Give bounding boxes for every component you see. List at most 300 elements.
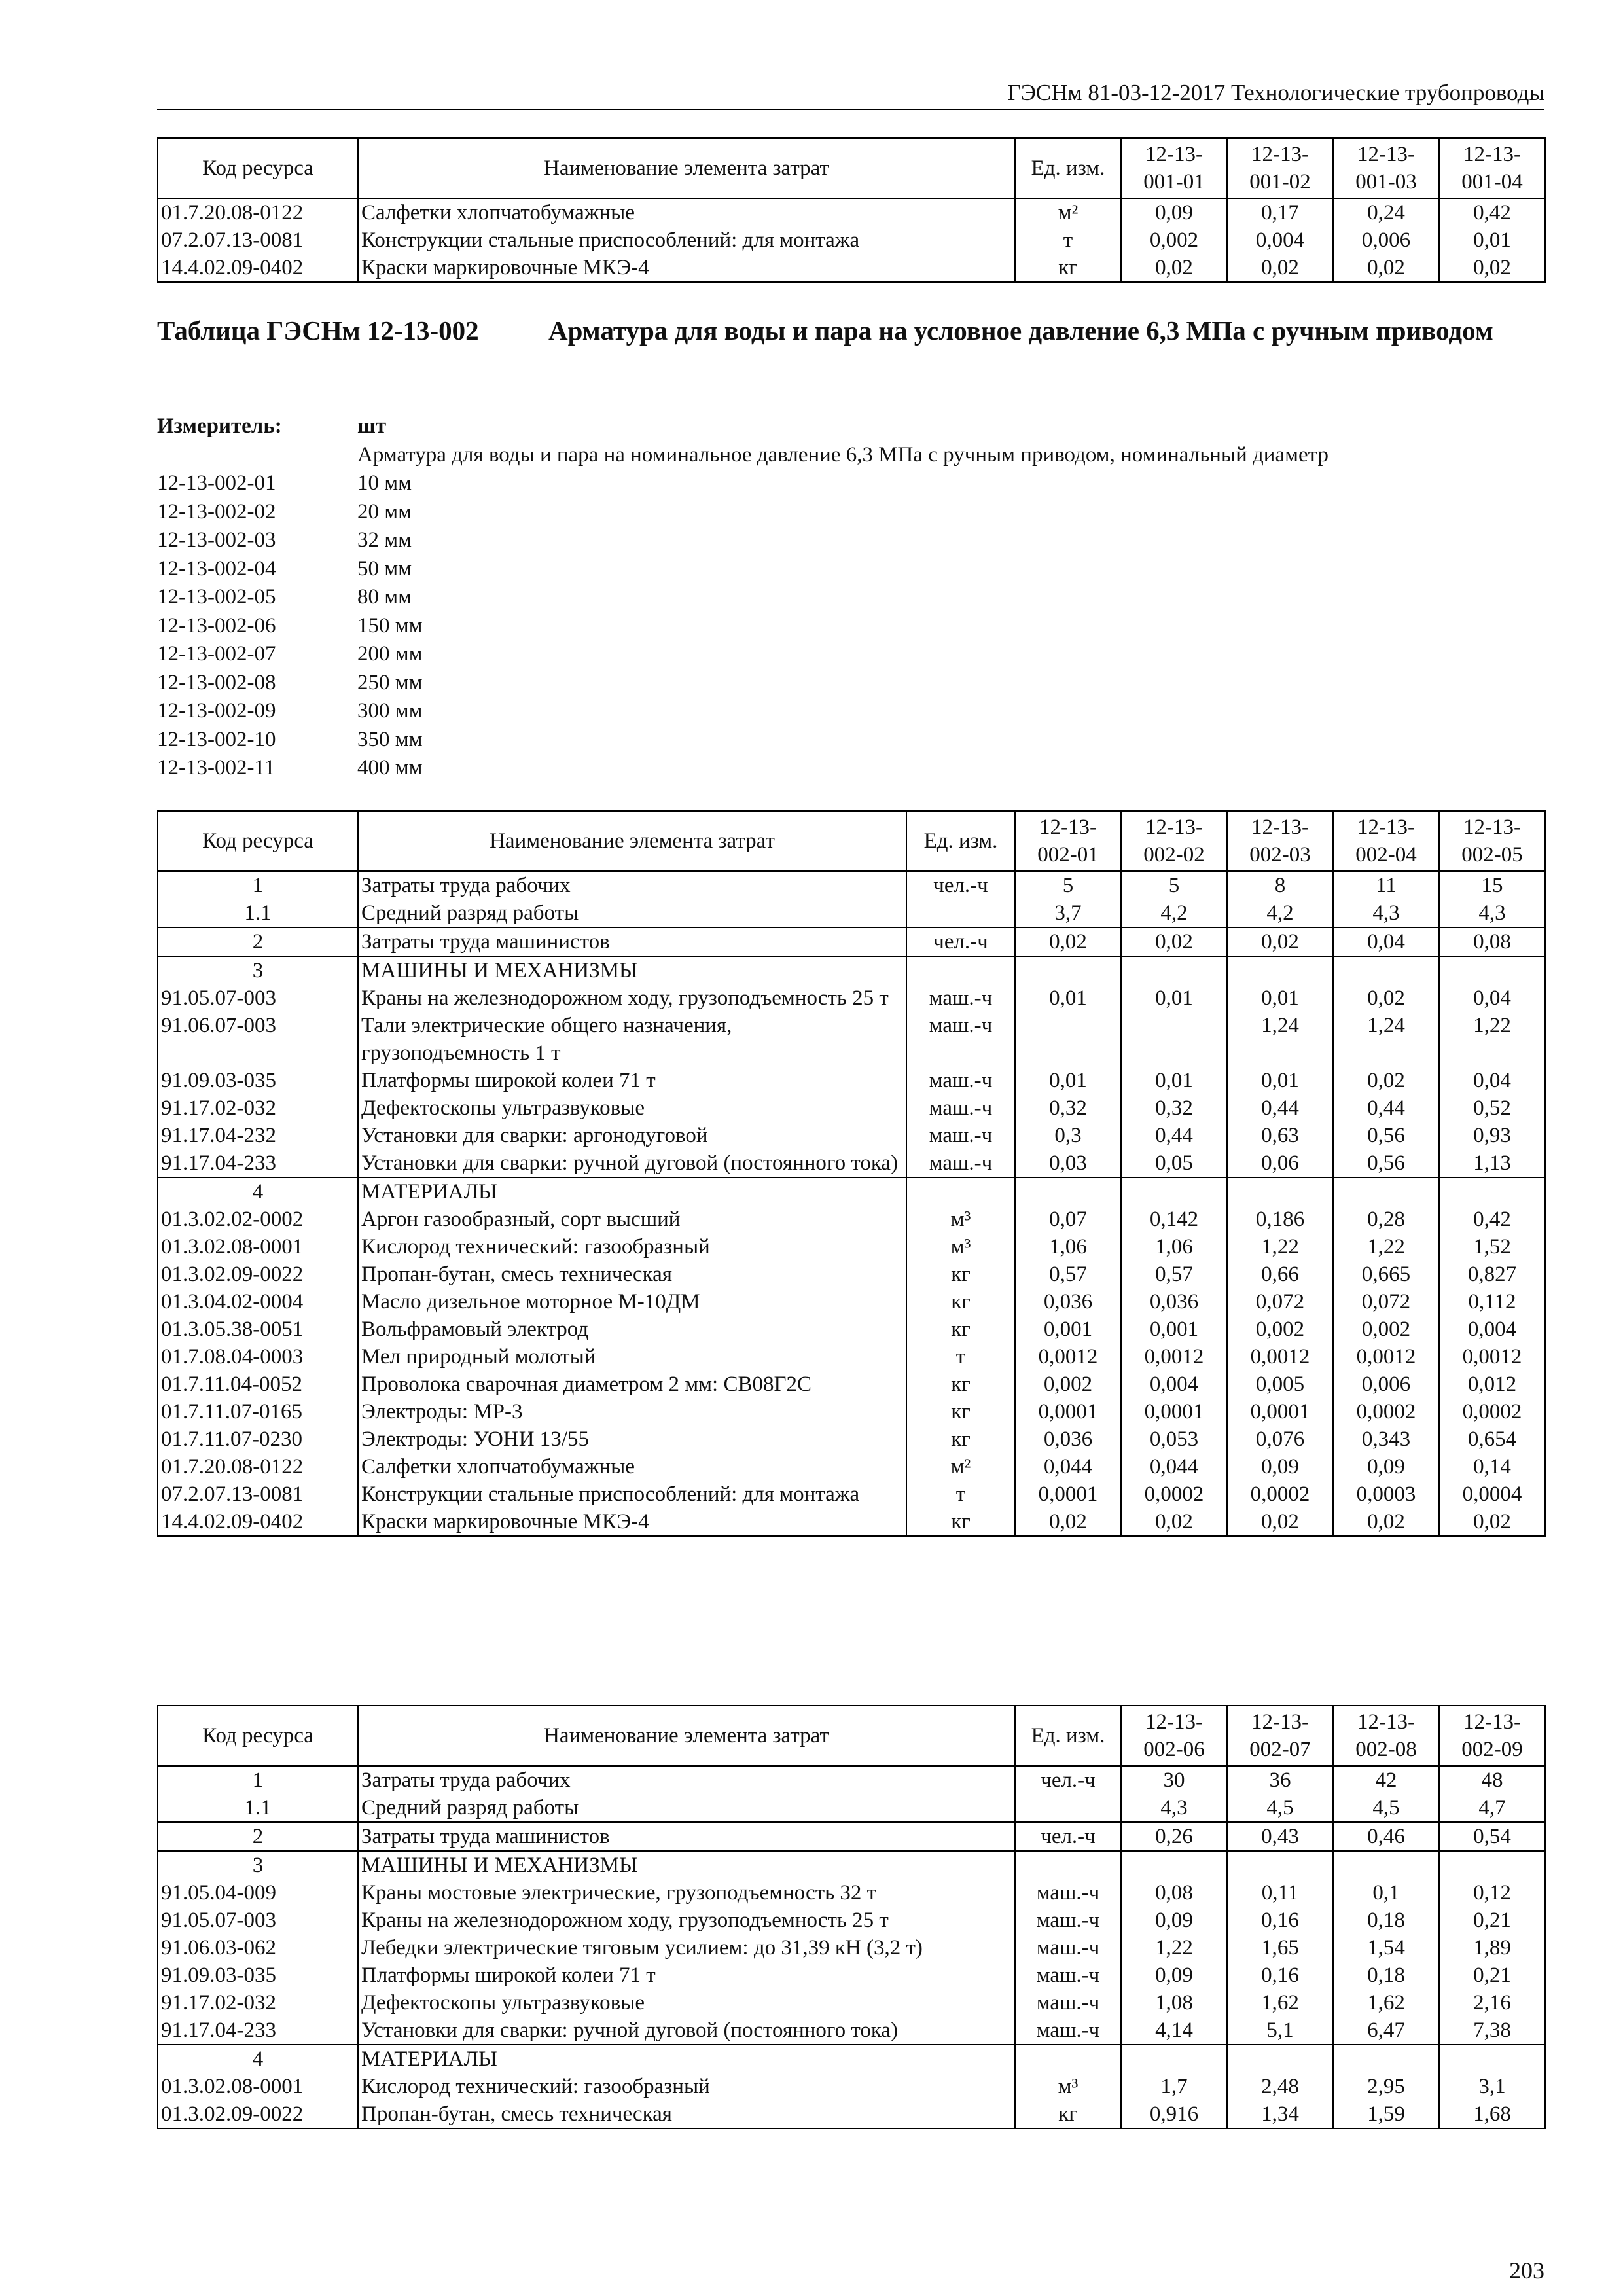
norm-value: 0,02 <box>1333 984 1439 1012</box>
column-header: 12-13- 002-09 <box>1439 1706 1545 1766</box>
norm-value: 1,62 <box>1227 1989 1333 2017</box>
cost-element-name: Краны на железнодорожном ходу, грузоподъемность 25 т <box>358 1907 1015 1934</box>
unit: кг <box>1015 2100 1121 2128</box>
table-row <box>158 1989 1545 2017</box>
norm-value: 0,142 <box>1121 1206 1227 1233</box>
meter-item-diameter: 350 мм <box>357 727 423 751</box>
norm-value: 0,09 <box>1333 1453 1439 1480</box>
norm-value: 0,916 <box>1121 2100 1227 2128</box>
cost-element-name: Тали электрические общего назначения, грузоподъемность 1 т <box>358 1012 906 1067</box>
unit: кг <box>1015 254 1121 282</box>
norm-value: 0,18 <box>1333 1907 1439 1934</box>
resource-code: 91.17.04-233 <box>158 1149 358 1177</box>
cost-element-name: МАШИНЫ И МЕХАНИЗМЫ <box>358 1851 1015 1879</box>
column-header: Ед. изм. <box>906 811 1015 871</box>
norm-value: 1,22 <box>1121 1934 1227 1962</box>
meter-item-code: 12-13-002-03 <box>157 528 276 552</box>
norm-value: 0,01 <box>1439 226 1545 254</box>
norm-value: 0,3 <box>1015 1122 1121 1149</box>
norm-value: 4,7 <box>1439 1794 1545 1822</box>
norm-value: 0,0012 <box>1227 1343 1333 1371</box>
norm-value: 7,38 <box>1439 2017 1545 2045</box>
norm-value: 0,002 <box>1015 1371 1121 1398</box>
norm-value: 0,09 <box>1227 1453 1333 1480</box>
unit: маш.-ч <box>906 984 1015 1012</box>
unit: м² <box>906 1453 1015 1480</box>
resource-code: 91.05.07-003 <box>158 984 358 1012</box>
norm-value: 0,005 <box>1227 1371 1333 1398</box>
table-row <box>158 2100 1545 2128</box>
resource-code: 01.3.04.02-0004 <box>158 1288 358 1316</box>
meter-item-diameter: 32 мм <box>357 528 412 552</box>
norm-value: 3,1 <box>1439 2073 1545 2100</box>
norm-value <box>1121 1012 1227 1067</box>
norm-value <box>1015 956 1121 984</box>
meter-item-diameter: 200 мм <box>357 642 423 666</box>
norm-value: 4,2 <box>1227 899 1333 927</box>
norm-value: 1,34 <box>1227 2100 1333 2128</box>
resource-code: 01.3.02.08-0001 <box>158 1233 358 1261</box>
resource-code: 1.1 <box>158 1794 358 1822</box>
norm-value: 0,17 <box>1227 198 1333 226</box>
cost-element-name: Установки для сварки: ручной дуговой (постоянного тока) <box>358 2017 1015 2045</box>
resource-code: 07.2.07.13-0081 <box>158 1480 358 1508</box>
norm-value: 0,44 <box>1333 1094 1439 1122</box>
norm-value: 0,02 <box>1121 1508 1227 1536</box>
cost-element-name: Дефектоскопы ультразвуковые <box>358 1989 1015 2017</box>
page-number: 203 <box>1509 2257 1544 2284</box>
cost-element-name: Масло дизельное моторное М-10ДМ <box>358 1288 906 1316</box>
norm-value: 0,002 <box>1121 226 1227 254</box>
resource-code: 14.4.02.09-0402 <box>158 1508 358 1536</box>
resource-table-001 <box>157 137 1546 283</box>
meter-item-code: 12-13-002-07 <box>157 642 276 666</box>
cost-element-name: Пропан-бутан, смесь техническая <box>358 2100 1015 2128</box>
resource-code: 01.7.08.04-0003 <box>158 1343 358 1371</box>
norm-value: 0,02 <box>1015 927 1121 956</box>
column-header: 12-13- 002-07 <box>1227 1706 1333 1766</box>
norm-value: 0,42 <box>1439 1206 1545 1233</box>
meter-item-code: 12-13-002-04 <box>157 556 276 581</box>
norm-value: 0,26 <box>1121 1822 1227 1851</box>
cost-element-name: Пропан-бутан, смесь техническая <box>358 1261 906 1288</box>
norm-value: 0,16 <box>1227 1962 1333 1989</box>
norm-value: 0,44 <box>1227 1094 1333 1122</box>
norm-value: 30 <box>1121 1766 1227 1794</box>
resource-code: 91.09.03-035 <box>158 1962 358 1989</box>
column-header: 12-13- 002-02 <box>1121 811 1227 871</box>
norm-value <box>1121 1177 1227 1206</box>
norm-value: 0,0012 <box>1015 1343 1121 1371</box>
norm-value: 3,7 <box>1015 899 1121 927</box>
resource-code: 91.05.04-009 <box>158 1879 358 1907</box>
resource-code: 91.17.04-233 <box>158 2017 358 2045</box>
column-header: 12-13- 002-05 <box>1439 811 1545 871</box>
resource-code: 14.4.02.09-0402 <box>158 254 358 282</box>
norm-value: 1,89 <box>1439 1934 1545 1962</box>
meter-item <box>157 612 1544 641</box>
unit: маш.-ч <box>1015 1989 1121 2017</box>
meter-item-diameter: 250 мм <box>357 670 423 694</box>
column-header: 12-13- 001-01 <box>1121 138 1227 198</box>
unit <box>1015 1794 1121 1822</box>
table-row <box>158 899 1545 927</box>
norm-value: 1,22 <box>1439 1012 1545 1067</box>
norm-value: 0,0001 <box>1015 1398 1121 1426</box>
column-header: 12-13- 002-08 <box>1333 1706 1439 1766</box>
resource-code: 91.17.02-032 <box>158 1989 358 2017</box>
table-name: Арматура для воды и пара на условное давление 6,3 МПа с ручным приводом <box>548 315 1493 346</box>
cost-element-name: Салфетки хлопчатобумажные <box>358 198 1015 226</box>
table-number: Таблица ГЭСНм 12-13-002 <box>157 315 479 346</box>
norm-value: 0,43 <box>1227 1822 1333 1851</box>
cost-element-name: Проволока сварочная диаметром 2 мм: СВ08Г2С <box>358 1371 906 1398</box>
norm-value: 0,28 <box>1333 1206 1439 1233</box>
unit: маш.-ч <box>906 1149 1015 1177</box>
meter-block <box>157 412 1544 783</box>
norm-value: 0,02 <box>1227 254 1333 282</box>
meter-item <box>157 754 1544 783</box>
resource-code: 2 <box>158 1822 358 1851</box>
table-row <box>158 1766 1545 1794</box>
cost-element-name: Платформы широкой колеи 71 т <box>358 1067 906 1094</box>
unit: кг <box>906 1316 1015 1343</box>
meter-item <box>157 669 1544 698</box>
resource-code: 91.06.03-062 <box>158 1934 358 1962</box>
norm-value: 0,0004 <box>1439 1480 1545 1508</box>
table-row <box>158 871 1545 899</box>
unit: чел.-ч <box>1015 1822 1121 1851</box>
norm-value: 0,11 <box>1227 1879 1333 1907</box>
cost-element-name: Затраты труда рабочих <box>358 1766 1015 1794</box>
unit: кг <box>906 1398 1015 1426</box>
norm-value: 0,01 <box>1227 984 1333 1012</box>
unit: кг <box>906 1288 1015 1316</box>
resource-code: 01.3.02.09-0022 <box>158 1261 358 1288</box>
unit <box>1015 1851 1121 1879</box>
cost-element-name: МАШИНЫ И МЕХАНИЗМЫ <box>358 956 906 984</box>
norm-value <box>1227 1851 1333 1879</box>
meter-item-code: 12-13-002-06 <box>157 613 276 637</box>
cost-element-name: Краски маркировочные МКЭ-4 <box>358 1508 906 1536</box>
norm-value: 0,001 <box>1015 1316 1121 1343</box>
resource-code: 01.7.11.07-0165 <box>158 1398 358 1426</box>
unit: маш.-ч <box>906 1122 1015 1149</box>
norm-value: 1,68 <box>1439 2100 1545 2128</box>
norm-value: 0,0001 <box>1227 1398 1333 1426</box>
norm-value: 6,47 <box>1333 2017 1439 2045</box>
meter-item-code: 12-13-002-05 <box>157 585 276 609</box>
resource-code: 91.17.02-032 <box>158 1094 358 1122</box>
norm-value: 4,3 <box>1333 899 1439 927</box>
column-header: Код ресурса <box>158 138 358 198</box>
column-header: Ед. изм. <box>1015 1706 1121 1766</box>
table-row <box>158 927 1545 956</box>
norm-value: 0,02 <box>1439 1508 1545 1536</box>
table-row <box>158 2017 1545 2045</box>
resource-code: 1.1 <box>158 899 358 927</box>
norm-value: 0,02 <box>1121 254 1227 282</box>
norm-value: 0,32 <box>1121 1094 1227 1122</box>
meter-item-diameter: 50 мм <box>357 556 412 581</box>
norm-value: 0,01 <box>1227 1067 1333 1094</box>
column-header: 12-13- 001-03 <box>1333 138 1439 198</box>
column-header: 12-13- 002-04 <box>1333 811 1439 871</box>
resource-code: 01.7.11.04-0052 <box>158 1371 358 1398</box>
norm-value: 0,0002 <box>1333 1398 1439 1426</box>
table-row <box>158 1822 1545 1851</box>
table-row <box>158 1879 1545 1907</box>
norm-value: 4,14 <box>1121 2017 1227 2045</box>
cost-element-name: Дефектоскопы ультразвуковые <box>358 1094 906 1122</box>
norm-value: 4,5 <box>1227 1794 1333 1822</box>
meter-item-diameter: 80 мм <box>357 585 412 609</box>
norm-value: 0,112 <box>1439 1288 1545 1316</box>
resource-code: 91.09.03-035 <box>158 1067 358 1094</box>
table-row <box>158 1067 1545 1094</box>
norm-value: 0,08 <box>1121 1879 1227 1907</box>
resource-table-002-b <box>157 1705 1546 2129</box>
norm-value: 0,04 <box>1439 1067 1545 1094</box>
norm-value: 0,0001 <box>1121 1398 1227 1426</box>
meter-item <box>157 583 1544 612</box>
norm-value: 0,57 <box>1015 1261 1121 1288</box>
column-header: Код ресурса <box>158 811 358 871</box>
norm-value: 0,01 <box>1015 984 1121 1012</box>
cost-element-name: Краны на железнодорожном ходу, грузоподъемность 25 т <box>358 984 906 1012</box>
meter-item <box>157 526 1544 555</box>
table-row <box>158 1398 1545 1426</box>
norm-value: 0,0002 <box>1121 1480 1227 1508</box>
norm-value: 0,044 <box>1015 1453 1121 1480</box>
norm-value: 0,42 <box>1439 198 1545 226</box>
unit: кг <box>906 1371 1015 1398</box>
norm-value: 0,14 <box>1439 1453 1545 1480</box>
norm-value <box>1333 2045 1439 2073</box>
norm-value: 0,01 <box>1015 1067 1121 1094</box>
norm-value: 0,01 <box>1121 984 1227 1012</box>
cost-element-name: Мел природный молотый <box>358 1343 906 1371</box>
column-header: 12-13- 002-01 <box>1015 811 1121 871</box>
norm-value: 0,036 <box>1015 1426 1121 1453</box>
table-row <box>158 1962 1545 1989</box>
table-row <box>158 1316 1545 1343</box>
unit: маш.-ч <box>1015 1934 1121 1962</box>
norm-value: 1,52 <box>1439 1233 1545 1261</box>
norm-value: 4,2 <box>1121 899 1227 927</box>
unit: чел.-ч <box>1015 1766 1121 1794</box>
norm-value: 5 <box>1121 871 1227 899</box>
norm-value: 0,54 <box>1439 1822 1545 1851</box>
norm-value: 0,036 <box>1015 1288 1121 1316</box>
cost-element-name: МАТЕРИАЛЫ <box>358 1177 906 1206</box>
norm-value <box>1439 2045 1545 2073</box>
table-row <box>158 1480 1545 1508</box>
column-header: Наименование элемента затрат <box>358 1706 1015 1766</box>
norm-value: 0,44 <box>1121 1122 1227 1149</box>
table-row <box>158 254 1545 282</box>
table-row <box>158 956 1545 984</box>
meter-item-code: 12-13-002-09 <box>157 699 276 723</box>
unit: т <box>1015 226 1121 254</box>
norm-value: 11 <box>1333 871 1439 899</box>
resource-code: 3 <box>158 1851 358 1879</box>
column-header: 12-13- 002-03 <box>1227 811 1333 871</box>
unit <box>1015 2045 1121 2073</box>
resource-code: 2 <box>158 927 358 956</box>
norm-value: 0,665 <box>1333 1261 1439 1288</box>
unit <box>906 956 1015 984</box>
norm-value: 2,95 <box>1333 2073 1439 2100</box>
norm-value: 0,036 <box>1121 1288 1227 1316</box>
norm-value: 0,21 <box>1439 1962 1545 1989</box>
resource-code: 4 <box>158 2045 358 2073</box>
norm-value: 1,59 <box>1333 2100 1439 2128</box>
resource-code: 4 <box>158 1177 358 1206</box>
cost-element-name: Затраты труда машинистов <box>358 1822 1015 1851</box>
table-row <box>158 1453 1545 1480</box>
norm-value: 0,1 <box>1333 1879 1439 1907</box>
norm-value: 0,044 <box>1121 1453 1227 1480</box>
norm-value <box>1439 1177 1545 1206</box>
table-row <box>158 198 1545 226</box>
meter-item-code: 12-13-002-08 <box>157 670 276 694</box>
cost-element-name: Салфетки хлопчатобумажные <box>358 1453 906 1480</box>
norm-value: 0,57 <box>1121 1261 1227 1288</box>
cost-element-name: Затраты труда рабочих <box>358 871 906 899</box>
norm-value: 0,07 <box>1015 1206 1121 1233</box>
norm-value: 0,02 <box>1227 927 1333 956</box>
meter-item-code: 12-13-002-11 <box>157 756 276 780</box>
norm-value: 0,93 <box>1439 1122 1545 1149</box>
norm-value: 0,21 <box>1439 1907 1545 1934</box>
norm-value: 1,13 <box>1439 1149 1545 1177</box>
norm-value: 8 <box>1227 871 1333 899</box>
unit: м³ <box>906 1206 1015 1233</box>
norm-value: 0,053 <box>1121 1426 1227 1453</box>
table-row <box>158 1149 1545 1177</box>
cost-element-name: МАТЕРИАЛЫ <box>358 2045 1015 2073</box>
norm-value <box>1015 1177 1121 1206</box>
norm-value: 0,06 <box>1227 1149 1333 1177</box>
cost-element-name: Краны мостовые электрические, грузоподъемность 32 т <box>358 1879 1015 1907</box>
column-header: Ед. изм. <box>1015 138 1121 198</box>
unit: маш.-ч <box>906 1094 1015 1122</box>
norm-value: 1,54 <box>1333 1934 1439 1962</box>
resource-code: 01.7.11.07-0230 <box>158 1426 358 1453</box>
unit <box>906 1177 1015 1206</box>
norm-value: 0,08 <box>1439 927 1545 956</box>
table-row <box>158 1794 1545 1822</box>
unit: м² <box>1015 198 1121 226</box>
norm-value: 0,56 <box>1333 1122 1439 1149</box>
cost-element-name: Установки для сварки: ручной дуговой (постоянного тока) <box>358 1149 906 1177</box>
norm-value <box>1121 2045 1227 2073</box>
cost-element-name: Кислород технический: газообразный <box>358 2073 1015 2100</box>
norm-value: 0,004 <box>1121 1371 1227 1398</box>
column-header: Наименование элемента затрат <box>358 138 1015 198</box>
table-row <box>158 1094 1545 1122</box>
cost-element-name: Кислород технический: газообразный <box>358 1233 906 1261</box>
norm-value: 36 <box>1227 1766 1333 1794</box>
resource-table-002-a <box>157 810 1546 1537</box>
norm-value: 0,04 <box>1439 984 1545 1012</box>
unit: маш.-ч <box>906 1012 1015 1067</box>
table-row <box>158 1508 1545 1536</box>
running-header: ГЭСНм 81-03-12-2017 Технологические трубопроводы <box>157 77 1544 110</box>
norm-value: 0,02 <box>1227 1508 1333 1536</box>
norm-value: 0,004 <box>1439 1316 1545 1343</box>
norm-value: 0,0012 <box>1439 1343 1545 1371</box>
cost-element-name: Электроды: МР-3 <box>358 1398 906 1426</box>
norm-value: 0,16 <box>1227 1907 1333 1934</box>
unit: м³ <box>1015 2073 1121 2100</box>
resource-code: 1 <box>158 1766 358 1794</box>
norm-value: 0,0002 <box>1439 1398 1545 1426</box>
cost-element-name: Лебедки электрические тяговым усилием: до 31,39 кН (3,2 т) <box>358 1934 1015 1962</box>
norm-value: 0,46 <box>1333 1822 1439 1851</box>
meter-item-code: 12-13-002-01 <box>157 471 276 495</box>
resource-code: 01.3.02.09-0022 <box>158 2100 358 2128</box>
meter-label: Измеритель: <box>157 414 282 438</box>
unit: маш.-ч <box>1015 1879 1121 1907</box>
unit: чел.-ч <box>906 927 1015 956</box>
table-row <box>158 1934 1545 1962</box>
table-row <box>158 1233 1545 1261</box>
resource-code: 01.7.20.08-0122 <box>158 198 358 226</box>
cost-element-name: Конструкции стальные приспособлений: для монтажа <box>358 1480 906 1508</box>
meter-item <box>157 640 1544 669</box>
norm-value: 0,0012 <box>1333 1343 1439 1371</box>
cost-element-name: Аргон газообразный, сорт высший <box>358 1206 906 1233</box>
norm-value: 0,02 <box>1333 1508 1439 1536</box>
norm-value: 0,004 <box>1227 226 1333 254</box>
meter-item-diameter: 300 мм <box>357 699 423 723</box>
cost-element-name: Конструкции стальные приспособлений: для монтажа <box>358 226 1015 254</box>
resource-code: 91.06.07-003 <box>158 1012 358 1067</box>
table-row <box>158 1012 1545 1067</box>
norm-value: 0,63 <box>1227 1122 1333 1149</box>
norm-value: 0,654 <box>1439 1426 1545 1453</box>
unit: кг <box>906 1508 1015 1536</box>
meter-item-diameter: 150 мм <box>357 613 423 637</box>
norm-value: 42 <box>1333 1766 1439 1794</box>
unit: кг <box>906 1426 1015 1453</box>
norm-value: 0,02 <box>1333 1067 1439 1094</box>
norm-value <box>1333 956 1439 984</box>
norm-value: 0,0001 <box>1015 1480 1121 1508</box>
norm-value: 4,5 <box>1333 1794 1439 1822</box>
table-row <box>158 1371 1545 1398</box>
norm-value: 5,1 <box>1227 2017 1333 2045</box>
unit: маш.-ч <box>1015 1907 1121 1934</box>
cost-element-name: Средний разряд работы <box>358 1794 1015 1822</box>
norm-value: 4,3 <box>1439 899 1545 927</box>
table-row <box>158 1907 1545 1934</box>
norm-value: 0,09 <box>1121 198 1227 226</box>
unit: маш.-ч <box>1015 1962 1121 1989</box>
unit: т <box>906 1480 1015 1508</box>
norm-value: 0,0003 <box>1333 1480 1439 1508</box>
column-header: 12-13- 001-04 <box>1439 138 1545 198</box>
norm-value: 0,006 <box>1333 226 1439 254</box>
norm-value: 0,072 <box>1227 1288 1333 1316</box>
norm-value: 0,072 <box>1333 1288 1439 1316</box>
norm-value: 1,24 <box>1333 1012 1439 1067</box>
meter-unit: шт <box>357 414 387 438</box>
norm-value: 1,22 <box>1227 1233 1333 1261</box>
unit: м³ <box>906 1233 1015 1261</box>
